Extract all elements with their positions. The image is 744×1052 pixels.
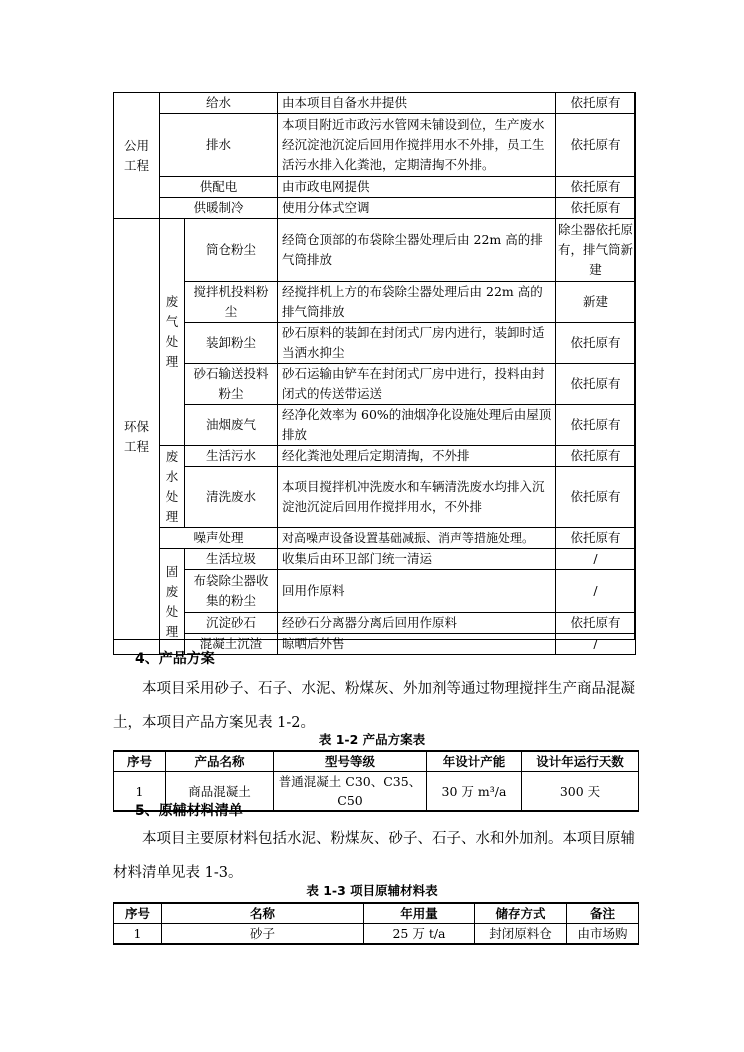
item-note: 新建 — [556, 282, 636, 323]
item-description: 经净化效率为 60%的油烟净化设施处理后由屋顶排放 — [278, 405, 556, 446]
column-header: 年用量 — [364, 903, 475, 924]
item-label: 噪声处理 — [160, 528, 278, 549]
table-row — [114, 549, 636, 570]
section4-paragraph: 本项目采用砂子、石子、水泥、粉煤灰、外加剂等通过物理搅拌生产商品混凝土，本项目产品方案见表 1-2。 — [113, 681, 635, 731]
table-row — [114, 93, 636, 114]
item-note: 除尘器依托原有，排气筒新建 — [556, 219, 636, 282]
item-note: 依托原有 — [556, 323, 636, 364]
table-row — [114, 198, 636, 219]
subgroup-water-label: 废水处理 — [160, 446, 185, 528]
item-description: 经砂石分离器分离后回用作原料 — [278, 613, 556, 634]
table-cell: 封闭原料仓 — [475, 924, 567, 945]
group-env-label: 环保工程 — [114, 219, 160, 655]
table-row — [114, 177, 636, 198]
item-note: 依托原有 — [556, 528, 636, 549]
table-1-3-caption: 表 1-3 项目原辅材料表 — [306, 883, 438, 898]
materials-table — [113, 902, 639, 945]
table-cell: 砂子 — [162, 924, 364, 945]
table-row — [114, 282, 636, 323]
table-row — [114, 446, 636, 467]
item-note: 依托原有 — [556, 446, 636, 467]
item-description: 经搅拌机上方的布袋除尘器处理后由 22m 高的排气筒排放 — [278, 282, 556, 323]
item-note: / — [556, 549, 636, 570]
section5-paragraph: 本项目主要原材料包括水泥、粉煤灰、砂子、石子、水和外加剂。本项目原辅材料清单见表 1-3。 — [113, 831, 635, 881]
item-description: 收集后由环卫部门统一清运 — [278, 549, 556, 570]
item-label: 油烟废气 — [185, 405, 278, 446]
table-row — [114, 323, 636, 364]
item-description: 本项目附近市政污水管网未铺设到位，生产废水经沉淀池沉淀后回用作搅拌用水不外排，员工生活污水排入化粪池，定期清掏不外排。 — [278, 114, 556, 177]
table-row — [114, 613, 636, 634]
item-note: 依托原有 — [556, 613, 636, 634]
item-label: 筒仓粉尘 — [185, 219, 278, 282]
column-header: 年设计产能 — [427, 751, 522, 772]
item-label: 清洗废水 — [185, 467, 278, 528]
column-header: 产品名称 — [166, 751, 274, 772]
item-note: / — [556, 634, 636, 655]
table-row — [114, 405, 636, 446]
item-note: 依托原有 — [556, 198, 636, 219]
table-1-2-caption: 表 1-2 产品方案表 — [318, 732, 426, 747]
item-note: 依托原有 — [556, 405, 636, 446]
item-note: 依托原有 — [556, 93, 636, 114]
item-label: 砂石输送投料粉尘 — [185, 364, 278, 405]
item-note: 依托原有 — [556, 364, 636, 405]
subgroup-solid-label: 固废处理 — [160, 549, 185, 655]
item-label: 生活污水 — [185, 446, 278, 467]
item-label: 供配电 — [160, 177, 278, 198]
table-cell: 由市场购 — [567, 924, 639, 945]
item-label: 布袋除尘器收集的粉尘 — [185, 570, 278, 613]
item-note: / — [556, 570, 636, 613]
item-description: 由本项目自备水井提供 — [278, 93, 556, 114]
table-row — [114, 364, 636, 405]
item-note: 依托原有 — [556, 467, 636, 528]
engineering-table — [113, 92, 636, 655]
section4-heading: 4、产品方案 — [135, 651, 215, 667]
table-cell: 300 天 — [522, 772, 639, 812]
item-label: 搅拌机投料粉尘 — [185, 282, 278, 323]
table-row — [114, 924, 639, 945]
item-description: 对高噪声设备设置基础减振、消声等措施处理。 — [278, 528, 556, 549]
item-description: 由市政电网提供 — [278, 177, 556, 198]
item-description: 晾晒后外售 — [278, 634, 556, 655]
column-header: 序号 — [114, 903, 162, 924]
column-header: 名称 — [162, 903, 364, 924]
item-description: 经筒仓顶部的布袋除尘器处理后由 22m 高的排气筒排放 — [278, 219, 556, 282]
table-cell: 普通混凝土 C30、C35、C50 — [274, 772, 427, 812]
table-cell: 25 万 t/a — [364, 924, 475, 945]
item-note: 依托原有 — [556, 177, 636, 198]
item-description: 本项目搅拌机冲洗废水和车辆清洗废水均排入沉淀池沉淀后回用作搅拌用水，不外排 — [278, 467, 556, 528]
table-row — [114, 219, 636, 282]
item-description: 使用分体式空调 — [278, 198, 556, 219]
item-label: 供暖制冷 — [160, 198, 278, 219]
item-note: 依托原有 — [556, 114, 636, 177]
item-description: 回用作原料 — [278, 570, 556, 613]
column-header: 储存方式 — [475, 903, 567, 924]
item-label: 排水 — [160, 114, 278, 177]
item-description: 砂石原料的装卸在封闭式厂房内进行，装卸时适当洒水抑尘 — [278, 323, 556, 364]
table-cell: 1 — [114, 924, 162, 945]
item-label: 给水 — [160, 93, 278, 114]
section5-heading: 5、原辅材料清单 — [135, 803, 243, 819]
item-label: 沉淀砂石 — [185, 613, 278, 634]
item-label: 混凝土沉渣 — [185, 634, 278, 655]
item-label: 生活垃圾 — [185, 549, 278, 570]
column-header: 型号等级 — [274, 751, 427, 772]
group-public-label: 公用工程 — [114, 93, 160, 219]
table-row — [114, 528, 636, 549]
item-description: 经化粪池处理后定期清掏，不外排 — [278, 446, 556, 467]
column-header: 设计年运行天数 — [522, 751, 639, 772]
table-cell: 商品混凝土 — [166, 772, 274, 812]
column-header: 序号 — [114, 751, 166, 772]
table-row — [114, 114, 636, 177]
subgroup-gas-label: 废气处理 — [160, 219, 185, 446]
table-cell: 30 万 m³/a — [427, 772, 522, 812]
table-row — [114, 570, 636, 613]
table-cell: 1 — [114, 772, 166, 812]
column-header: 备注 — [567, 903, 639, 924]
item-description: 砂石运输由铲车在封闭式厂房中进行，投料由封闭式的传送带运送 — [278, 364, 556, 405]
table-row — [114, 467, 636, 528]
item-label: 装卸粉尘 — [185, 323, 278, 364]
